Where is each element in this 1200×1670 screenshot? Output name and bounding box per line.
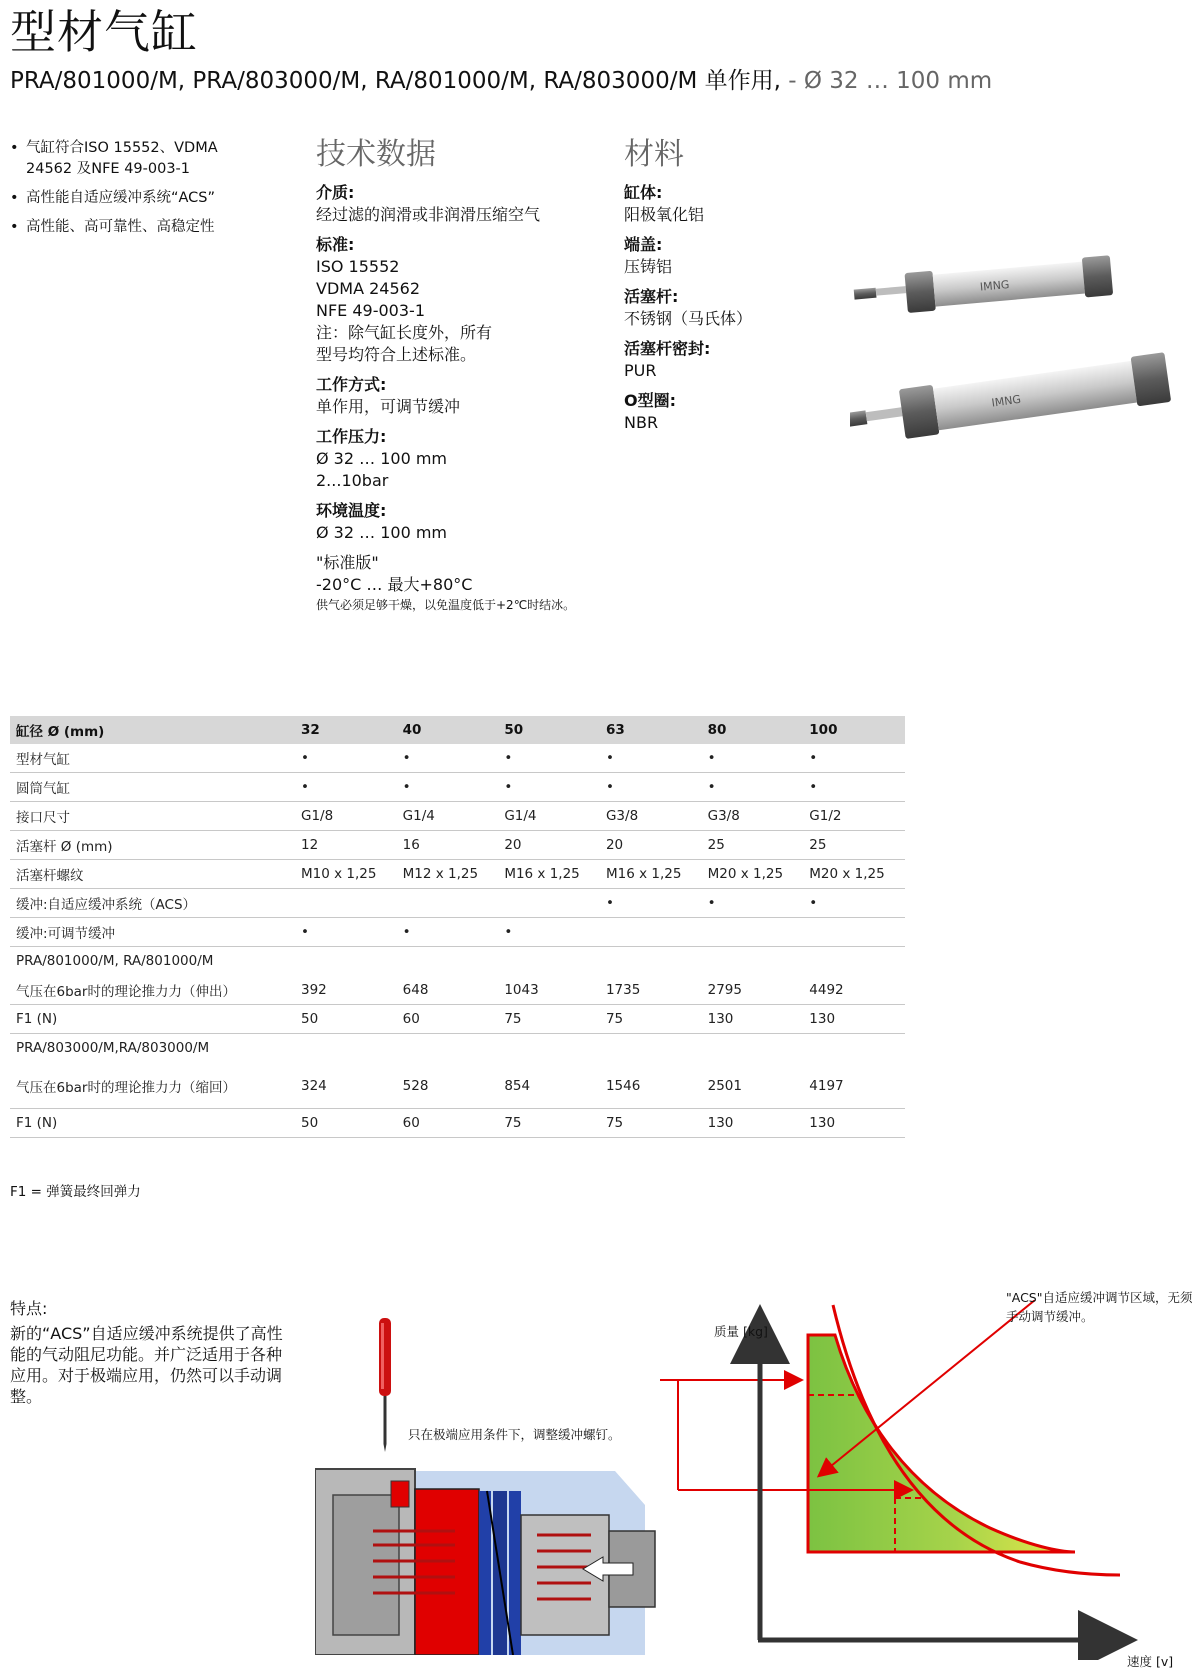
table-row	[10, 1109, 905, 1138]
temp-note: 供气必须足够干燥，以免温度低于+2℃时结冰。	[316, 598, 576, 612]
table-header-cell: 50	[498, 716, 600, 744]
screw-callout: 只在极端应用条件下，调整缓冲螺钉。	[408, 1427, 621, 1442]
table-cell: 16	[397, 831, 499, 860]
table-header-cell: 80	[702, 716, 804, 744]
table-cell	[803, 947, 905, 976]
temp-version: "标准版"	[316, 553, 379, 572]
bullet-item: • 高性能自适应缓冲系统“ACS”	[10, 188, 250, 209]
table-cell	[295, 1034, 397, 1063]
table-row	[10, 889, 905, 918]
table-row	[10, 1063, 905, 1109]
table-cell: G3/8	[600, 802, 702, 831]
standard-label: 标准:	[316, 235, 355, 254]
material-label: O型圈:	[624, 391, 677, 410]
table-cell: 活塞杆 Ø (mm)	[10, 831, 295, 860]
table-row	[10, 744, 905, 773]
table-cell	[498, 947, 600, 976]
table-cell: 4197	[803, 1063, 905, 1109]
table-cell: 20	[600, 831, 702, 860]
table-cell	[600, 947, 702, 976]
material-title: 材料	[624, 137, 684, 172]
table-cell: •	[702, 773, 804, 802]
bullet-item: • 高性能、高可靠性、高稳定性	[10, 217, 250, 238]
table-row	[10, 860, 905, 889]
material-value: 不锈钢（马氏体）	[624, 309, 753, 328]
medium-value: 经过滤的润滑或非润滑压缩空气	[316, 205, 541, 224]
material-section	[624, 136, 824, 434]
table-cell: 20	[498, 831, 600, 860]
product-brand: IMNG	[979, 278, 1010, 294]
standard-value: VDMA 24562	[316, 279, 420, 298]
standard-value: ISO 15552	[316, 257, 400, 276]
standard-note: 注：除气缸长度外，所有型号均符合上述标准。	[316, 323, 493, 364]
table-cell: 648	[397, 976, 499, 1005]
table-cell: •	[803, 744, 905, 773]
table-cell	[803, 918, 905, 947]
table-cell	[498, 1034, 600, 1063]
table-cell: M10 x 1,25	[295, 860, 397, 889]
table-cell: 50	[295, 1109, 397, 1138]
table-cell	[702, 1034, 804, 1063]
table-cell: M16 x 1,25	[498, 860, 600, 889]
acs-diagram	[660, 1300, 1160, 1660]
table-cell	[397, 947, 499, 976]
table-cell: 圆筒气缸	[10, 773, 295, 802]
table-cell: 接口尺寸	[10, 802, 295, 831]
table-cell: F1 (N)	[10, 1109, 295, 1138]
table-cell: PRA/803000/M,RA/803000/M	[10, 1034, 295, 1063]
table-cell: •	[803, 773, 905, 802]
tech-data-section	[316, 136, 616, 614]
table-cell	[702, 918, 804, 947]
table-cell: 4492	[803, 976, 905, 1005]
table-cell: 50	[295, 1005, 397, 1034]
table-cell: 2501	[702, 1063, 804, 1109]
table-cell: •	[397, 918, 499, 947]
table-cell	[600, 1034, 702, 1063]
table-cell: •	[295, 744, 397, 773]
table-row	[10, 831, 905, 860]
table-cell: 25	[803, 831, 905, 860]
feature-bullets	[10, 138, 250, 246]
table-row	[10, 947, 905, 976]
product-image	[850, 250, 1200, 460]
table-cell: 活塞杆螺纹	[10, 860, 295, 889]
acs-callout: "ACS"自适应缓冲调节区域，无须手动调节缓冲。	[1006, 1290, 1193, 1324]
pressure-value: 2...10bar	[316, 471, 389, 490]
table-cell: 1546	[600, 1063, 702, 1109]
table-cell: 528	[397, 1063, 499, 1109]
table-cell: G1/4	[397, 802, 499, 831]
table-cell: 130	[702, 1005, 804, 1034]
subtitle-models: PRA/801000/M, PRA/803000/M, RA/801000/M, RA/803000/M 单作用,	[10, 68, 781, 94]
table-cell: G1/4	[498, 802, 600, 831]
material-label: 活塞杆:	[624, 287, 679, 306]
table-row	[10, 918, 905, 947]
table-cell: G3/8	[702, 802, 804, 831]
table-cell	[295, 947, 397, 976]
table-cell	[702, 947, 804, 976]
table-cell	[803, 1034, 905, 1063]
table-footnote: F1 = 弹簧最终回弹力	[10, 1184, 141, 1200]
material-value: NBR	[624, 413, 659, 432]
table-cell: 130	[702, 1109, 804, 1138]
table-header-cell: 63	[600, 716, 702, 744]
table-cell: 气压在6bar时的理论推力力（缩回）	[10, 1063, 295, 1109]
material-value: 阳极氧化铝	[624, 205, 705, 224]
page-title: 型材气缸	[10, 5, 198, 59]
table-cell: •	[498, 744, 600, 773]
table-cell: M16 x 1,25	[600, 860, 702, 889]
features-text: 新的“ACS”自适应缓冲系统提供了高性能的气动阻尼功能。并广泛适用于各种应用。对于极端应用，仍然可以手动调整。	[10, 1324, 283, 1406]
table-header-cell: 缸径 Ø (mm)	[10, 716, 295, 744]
table-cell	[600, 918, 702, 947]
material-label: 活塞杆密封:	[624, 339, 711, 358]
table-cell: 25	[702, 831, 804, 860]
table-cell: 12	[295, 831, 397, 860]
table-cell: •	[498, 773, 600, 802]
table-header-cell: 100	[803, 716, 905, 744]
table-row	[10, 802, 905, 831]
table-cell: 型材气缸	[10, 744, 295, 773]
subtitle-range: - Ø 32 … 100 mm	[780, 68, 993, 94]
table-cell: 130	[803, 1005, 905, 1034]
table-cell	[498, 889, 600, 918]
table-cell: 392	[295, 976, 397, 1005]
pressure-value: Ø 32 … 100 mm	[316, 449, 448, 468]
mode-label: 工作方式:	[316, 375, 387, 394]
temp-label: 环境温度:	[316, 501, 387, 520]
table-cell: •	[600, 889, 702, 918]
table-cell: 75	[498, 1109, 600, 1138]
table-cell: •	[803, 889, 905, 918]
page-subtitle	[10, 66, 992, 96]
table-cell: 2795	[702, 976, 804, 1005]
product-brand: IMNG	[990, 392, 1022, 410]
table-cell: •	[397, 744, 499, 773]
medium-label: 介质:	[316, 183, 355, 202]
table-cell: 1043	[498, 976, 600, 1005]
table-cell: G1/8	[295, 802, 397, 831]
table-row	[10, 976, 905, 1005]
table-cell: •	[295, 773, 397, 802]
temp-value: Ø 32 … 100 mm	[316, 523, 448, 542]
table-cell: 气压在6bar时的理论推力力（伸出）	[10, 976, 295, 1005]
pressure-label: 工作压力:	[316, 427, 387, 446]
table-cell: 75	[600, 1005, 702, 1034]
temp-range: -20°C … 最大+80°C	[316, 575, 473, 594]
table-header-row	[10, 716, 905, 744]
table-cell: •	[600, 744, 702, 773]
table-cell: •	[600, 773, 702, 802]
bullet-item: • 气缸符合ISO 15552、VDMA 24562 及NFE 49-003-1	[10, 138, 250, 180]
table-cell: 60	[397, 1109, 499, 1138]
standard-value: NFE 49-003-1	[316, 301, 425, 320]
material-label: 端盖:	[624, 235, 663, 254]
table-cell: •	[295, 918, 397, 947]
table-cell: PRA/801000/M, RA/801000/M	[10, 947, 295, 976]
table-cell: G1/2	[803, 802, 905, 831]
spec-table	[10, 716, 905, 1138]
material-label: 缸体:	[624, 183, 663, 202]
mode-value: 单作用，可调节缓冲	[316, 397, 461, 416]
table-row	[10, 1034, 905, 1063]
material-value: PUR	[624, 361, 657, 380]
x-axis-label: 速度 [v]	[1127, 1654, 1174, 1669]
table-header-cell: 40	[397, 716, 499, 744]
tech-title: 技术数据	[316, 137, 436, 172]
table-cell: 75	[600, 1109, 702, 1138]
table-cell: •	[498, 918, 600, 947]
features-title: 特点:	[10, 1299, 48, 1318]
table-cell: •	[397, 773, 499, 802]
table-cell	[397, 1034, 499, 1063]
cushion-cross-section	[315, 1465, 685, 1655]
table-row	[10, 1005, 905, 1034]
table-cell: 缓冲:可调节缓冲	[10, 918, 295, 947]
table-cell: 130	[803, 1109, 905, 1138]
table-cell: 缓冲:自适应缓冲系统（ACS）	[10, 889, 295, 918]
table-cell: M20 x 1,25	[702, 860, 804, 889]
table-row	[10, 773, 905, 802]
table-cell: 60	[397, 1005, 499, 1034]
screwdriver-icon	[370, 1318, 400, 1458]
table-cell: F1 (N)	[10, 1005, 295, 1034]
table-cell: M12 x 1,25	[397, 860, 499, 889]
table-cell: 324	[295, 1063, 397, 1109]
table-header-cell: 32	[295, 716, 397, 744]
table-cell	[295, 889, 397, 918]
table-cell: 1735	[600, 976, 702, 1005]
table-cell: 75	[498, 1005, 600, 1034]
table-cell: •	[702, 889, 804, 918]
material-value: 压铸铝	[624, 257, 673, 276]
table-cell	[397, 889, 499, 918]
table-cell: M20 x 1,25	[803, 860, 905, 889]
y-axis-label: 质量 [kg]	[714, 1324, 768, 1339]
table-cell: •	[702, 744, 804, 773]
table-cell: 854	[498, 1063, 600, 1109]
